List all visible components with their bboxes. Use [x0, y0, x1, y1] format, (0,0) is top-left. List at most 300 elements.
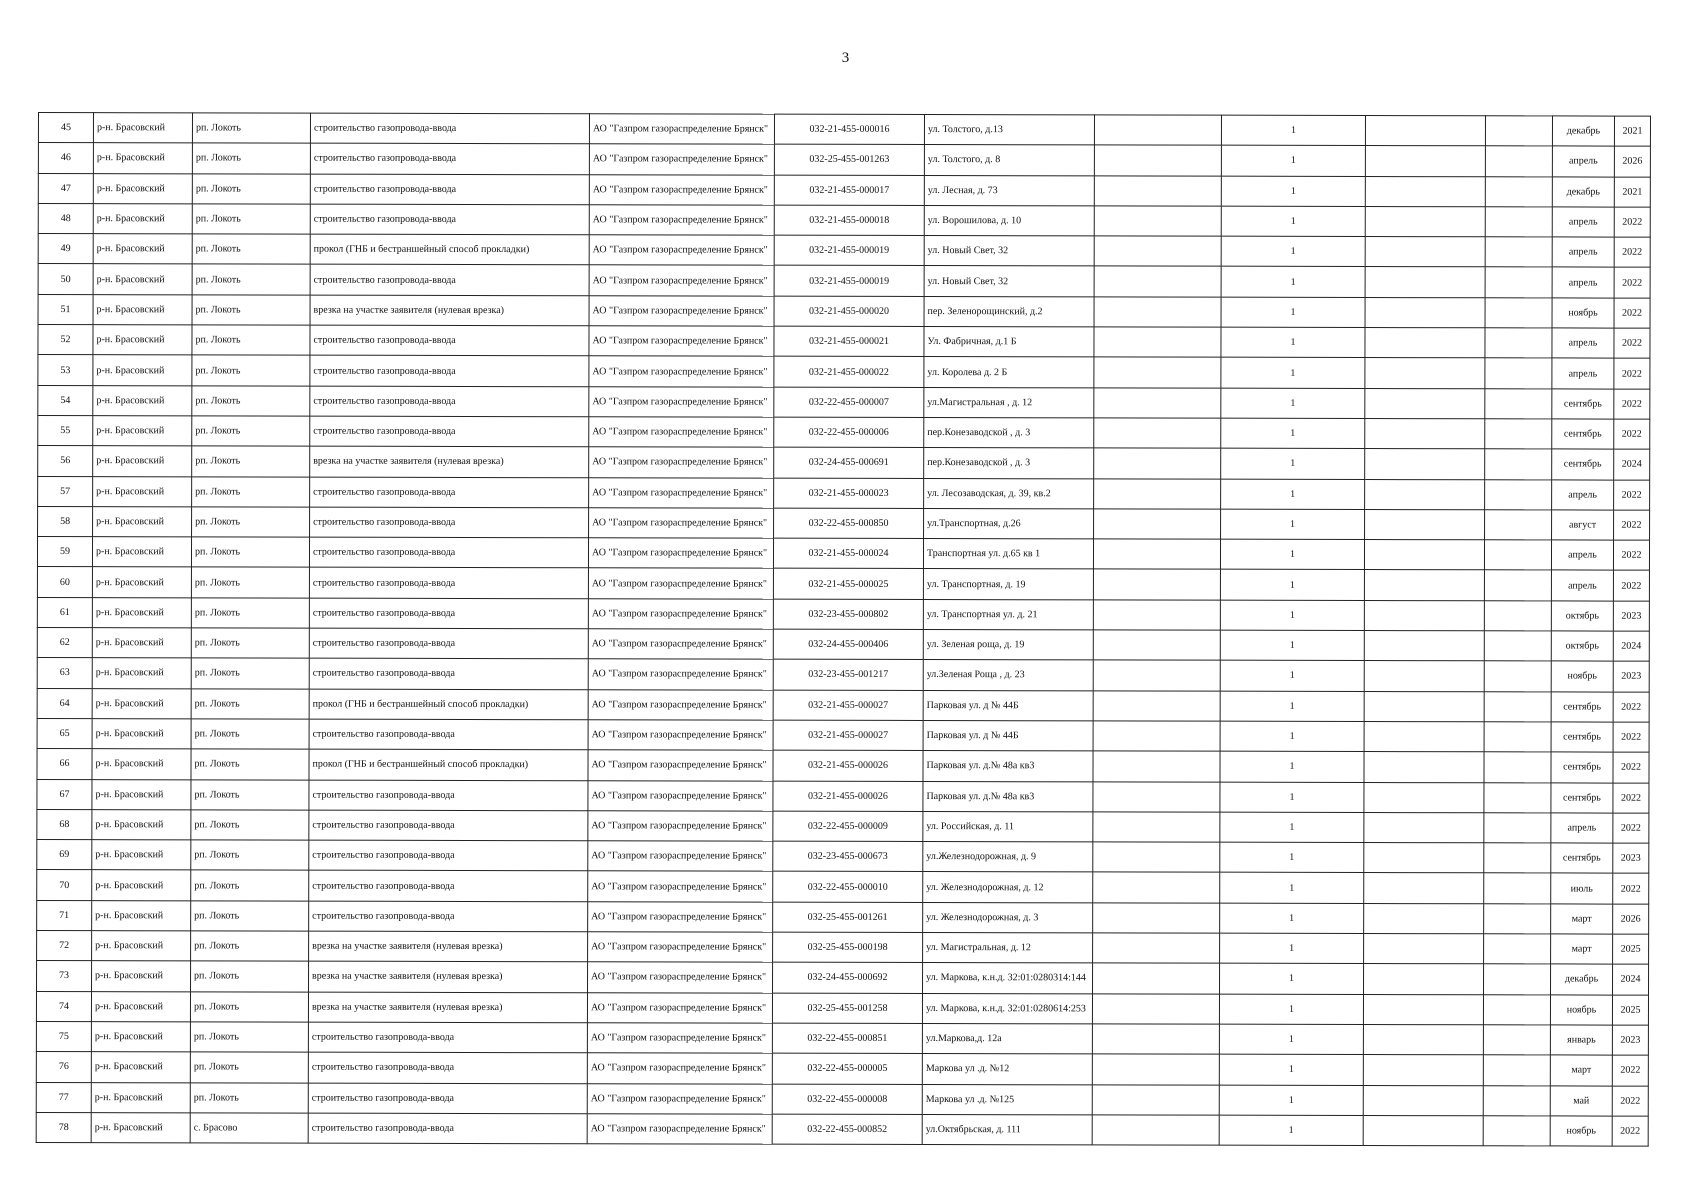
- table-row: [38, 264, 1650, 298]
- work-type-cell: строительство газопровода-ввода: [309, 871, 588, 902]
- work-type-cell: врезка на участке заявителя (нулевая врезка): [310, 295, 589, 326]
- quantity-cell: 1: [1220, 570, 1364, 601]
- registry-code-cell: 032-22-455-000010: [773, 872, 923, 903]
- month-cell: апрель: [1551, 540, 1613, 570]
- empty-cell: [1093, 933, 1220, 964]
- work-type-cell: строительство газопровода-ввода: [309, 628, 588, 659]
- year-cell: 2022: [1614, 237, 1650, 267]
- row-number-cell: 56: [38, 446, 93, 476]
- work-type-cell: прокол (ГНБ и бестраншейный способ прокладки): [310, 234, 589, 265]
- page-number: 3: [841, 50, 850, 66]
- empty-cell: [1483, 1085, 1550, 1115]
- year-cell: 2022: [1613, 722, 1649, 752]
- address-cell: пер.Конезаводской , д. 3: [924, 417, 1094, 448]
- empty-cell: [1485, 237, 1552, 267]
- year-cell: 2022: [1613, 752, 1649, 782]
- quantity-cell: 1: [1221, 176, 1365, 207]
- address-cell: ул. Зеленая роща, д. 19: [923, 630, 1093, 661]
- empty-cell: [1092, 1115, 1219, 1146]
- empty-cell: [1484, 601, 1551, 631]
- empty-cell: [1094, 418, 1221, 449]
- year-cell: 2022: [1614, 328, 1650, 358]
- empty-cell: [1365, 146, 1485, 177]
- empty-cell: [1093, 751, 1220, 782]
- settlement-cell: рп. Локоть: [192, 113, 310, 144]
- row-number-cell: 47: [38, 173, 93, 203]
- settlement-cell: рп. Локоть: [192, 476, 310, 507]
- empty-cell: [1365, 237, 1485, 268]
- empty-cell: [1483, 994, 1550, 1024]
- settlement-cell: с. Брасово: [190, 1113, 308, 1144]
- district-cell: р-н. Брасовский: [93, 294, 192, 325]
- empty-cell: [1094, 327, 1221, 358]
- table-row: [38, 506, 1650, 540]
- empty-cell: [1484, 631, 1551, 661]
- settlement-cell: рп. Локоть: [191, 749, 309, 780]
- row-number-cell: 49: [38, 234, 93, 264]
- row-number-cell: 50: [38, 264, 93, 294]
- settlement-cell: рп. Локоть: [192, 204, 310, 235]
- organization-cell: АО "Газпром газораспределение Брянск": [588, 599, 773, 630]
- registry-code-cell: 032-22-455-000851: [772, 1023, 922, 1054]
- month-cell: март: [1550, 1055, 1612, 1085]
- year-cell: 2021: [1614, 116, 1650, 146]
- empty-cell: [1094, 266, 1221, 297]
- year-cell: 2022: [1613, 571, 1649, 601]
- settlement-cell: рп. Локоть: [192, 355, 310, 386]
- year-cell: 2021: [1614, 177, 1650, 207]
- row-number-cell: 71: [37, 900, 92, 930]
- year-cell: 2022: [1612, 1055, 1648, 1085]
- row-number-cell: 62: [37, 628, 92, 658]
- organization-cell: АО "Газпром газораспределение Брянск": [589, 296, 774, 327]
- work-type-cell: строительство газопровода-ввода: [310, 174, 589, 205]
- registry-code-cell: 032-21-455-000021: [774, 326, 924, 357]
- empty-cell: [1485, 419, 1552, 449]
- table-row: [37, 597, 1649, 631]
- address-cell: ул. Транспортная, д. 19: [923, 569, 1093, 600]
- month-cell: декабрь: [1552, 116, 1614, 146]
- quantity-cell: 1: [1221, 327, 1365, 358]
- quantity-cell: 1: [1219, 1054, 1363, 1085]
- empty-cell: [1485, 358, 1552, 388]
- row-number-cell: 78: [36, 1112, 91, 1142]
- month-cell: ноябрь: [1550, 1116, 1612, 1146]
- row-number-cell: 73: [37, 961, 92, 991]
- organization-cell: АО "Газпром газораспределение Брянск": [588, 962, 773, 993]
- table-row: [36, 1052, 1648, 1086]
- quantity-cell: 1: [1220, 933, 1364, 964]
- registry-code-cell: 032-23-455-001217: [773, 660, 923, 691]
- work-type-cell: строительство газопровода-ввода: [310, 355, 589, 386]
- settlement-cell: рп. Локоть: [191, 567, 309, 598]
- row-number-cell: 45: [38, 113, 93, 143]
- month-cell: сентябрь: [1551, 722, 1613, 752]
- district-cell: р-н. Брасовский: [93, 113, 192, 144]
- year-cell: 2022: [1612, 1086, 1648, 1116]
- empty-cell: [1364, 540, 1484, 571]
- settlement-cell: рп. Локоть: [191, 870, 309, 901]
- organization-cell: АО "Газпром газораспределение Брянск": [588, 811, 773, 842]
- work-type-cell: врезка на участке заявителя (нулевая врезка): [308, 992, 587, 1023]
- empty-cell: [1485, 207, 1552, 237]
- work-type-cell: строительство газопровода-ввода: [310, 113, 589, 144]
- table-row: [38, 173, 1650, 207]
- quantity-cell: 1: [1219, 1085, 1363, 1116]
- month-cell: март: [1551, 934, 1613, 964]
- table-row: [38, 203, 1650, 237]
- empty-cell: [1094, 236, 1221, 267]
- empty-cell: [1365, 176, 1485, 207]
- empty-cell: [1094, 448, 1221, 479]
- empty-cell: [1364, 843, 1484, 874]
- address-cell: Парковая ул. д.№ 48а кв3: [923, 751, 1093, 782]
- empty-cell: [1484, 782, 1551, 812]
- empty-cell: [1483, 1055, 1550, 1085]
- organization-cell: АО "Газпром газораспределение Брянск": [588, 901, 773, 932]
- organization-cell: АО "Газпром газораспределение Брянск": [588, 568, 773, 599]
- settlement-cell: рп. Локоть: [192, 386, 310, 417]
- empty-cell: [1485, 146, 1552, 176]
- district-cell: р-н. Брасовский: [93, 204, 192, 235]
- district-cell: р-н. Брасовский: [93, 173, 192, 204]
- address-cell: пер.Конезаводской , д. 3: [924, 448, 1094, 479]
- empty-cell: [1485, 479, 1552, 509]
- empty-cell: [1365, 418, 1485, 449]
- quantity-cell: 1: [1221, 297, 1365, 328]
- empty-cell: [1484, 813, 1551, 843]
- row-number-cell: 69: [37, 840, 92, 870]
- empty-cell: [1365, 388, 1485, 419]
- settlement-cell: рп. Локоть: [190, 1022, 308, 1053]
- work-type-cell: врезка на участке заявителя (нулевая врезка): [309, 931, 588, 962]
- quantity-cell: 1: [1220, 842, 1364, 873]
- month-cell: апрель: [1551, 570, 1613, 600]
- empty-cell: [1093, 963, 1220, 994]
- month-cell: сентябрь: [1551, 692, 1613, 722]
- work-type-cell: врезка на участке заявителя (нулевая врезка): [309, 961, 588, 992]
- work-type-cell: строительство газопровода-ввода: [308, 1083, 587, 1114]
- registry-code-cell: 032-25-455-001258: [772, 993, 922, 1024]
- month-cell: апрель: [1552, 237, 1614, 267]
- empty-cell: [1092, 1084, 1219, 1115]
- empty-cell: [1485, 176, 1552, 206]
- month-cell: ноябрь: [1551, 661, 1613, 691]
- empty-cell: [1484, 540, 1551, 570]
- empty-cell: [1365, 358, 1485, 389]
- organization-cell: АО "Газпром газораспределение Брянск": [587, 1053, 772, 1084]
- empty-cell: [1093, 630, 1220, 661]
- table-row: [38, 113, 1650, 147]
- settlement-cell: рп. Локоть: [190, 1052, 308, 1083]
- row-number-cell: 67: [37, 779, 92, 809]
- month-cell: сентябрь: [1551, 752, 1613, 782]
- district-cell: р-н. Брасовский: [93, 355, 192, 386]
- month-cell: август: [1552, 510, 1614, 540]
- empty-cell: [1092, 1024, 1219, 1055]
- year-cell: 2022: [1614, 419, 1650, 449]
- district-cell: р-н. Брасовский: [92, 840, 191, 871]
- empty-cell: [1364, 570, 1484, 601]
- empty-cell: [1484, 752, 1551, 782]
- month-cell: апрель: [1552, 267, 1614, 297]
- year-cell: 2025: [1612, 995, 1648, 1025]
- address-cell: ул.Октябрьская, д. 111: [922, 1114, 1092, 1145]
- quantity-cell: 1: [1221, 115, 1365, 146]
- organization-cell: АО "Газпром газораспределение Брянск": [588, 871, 773, 902]
- quantity-cell: 1: [1220, 782, 1364, 813]
- empty-cell: [1364, 631, 1484, 662]
- quantity-cell: 1: [1221, 236, 1365, 267]
- row-number-cell: 59: [37, 537, 92, 567]
- district-cell: р-н. Брасовский: [92, 658, 191, 689]
- organization-cell: АО "Газпром газораспределение Брянск": [587, 1023, 772, 1054]
- address-cell: ул. Транспортная ул. д. 21: [923, 599, 1093, 630]
- registry-code-cell: 032-22-455-000005: [772, 1053, 922, 1084]
- settlement-cell: рп. Локоть: [191, 810, 309, 841]
- quantity-cell: 1: [1219, 994, 1363, 1025]
- organization-cell: АО "Газпром газораспределение Брянск": [589, 386, 774, 417]
- quantity-cell: 1: [1221, 206, 1365, 237]
- month-cell: октябрь: [1551, 631, 1613, 661]
- organization-cell: АО "Газпром газораспределение Брянск": [588, 780, 773, 811]
- table-row: [38, 294, 1650, 328]
- work-type-cell: строительство газопровода-ввода: [310, 325, 589, 356]
- work-type-cell: строительство газопровода-ввода: [309, 719, 588, 750]
- address-cell: Маркова ул .д. №125: [922, 1084, 1092, 1115]
- district-cell: р-н. Брасовский: [91, 1052, 190, 1083]
- empty-cell: [1365, 267, 1485, 298]
- registry-code-cell: 032-24-455-000406: [773, 629, 923, 660]
- empty-cell: [1485, 267, 1552, 297]
- organization-cell: АО "Газпром газораспределение Брянск": [588, 659, 773, 690]
- district-cell: р-н. Брасовский: [92, 961, 191, 992]
- table-row: [38, 234, 1650, 268]
- work-type-cell: строительство газопровода-ввода: [308, 1113, 587, 1144]
- settlement-cell: рп. Локоть: [190, 1082, 308, 1113]
- settlement-cell: рп. Локоть: [192, 446, 310, 477]
- settlement-cell: рп. Локоть: [192, 325, 310, 356]
- organization-cell: АО "Газпром газораспределение Брянск": [587, 1114, 772, 1145]
- district-cell: р-н. Брасовский: [92, 537, 191, 568]
- settlement-cell: рп. Локоть: [191, 688, 309, 719]
- settlement-cell: рп. Локоть: [192, 173, 310, 204]
- address-cell: Транспортная ул. д.65 кв 1: [923, 539, 1093, 570]
- district-cell: р-н. Брасовский: [91, 991, 190, 1022]
- settlement-cell: рп. Локоть: [191, 628, 309, 659]
- work-type-cell: строительство газопровода-ввода: [309, 810, 588, 841]
- month-cell: сентябрь: [1552, 419, 1614, 449]
- quantity-cell: 1: [1220, 600, 1364, 631]
- table-row: [37, 809, 1649, 843]
- year-cell: 2022: [1614, 510, 1650, 540]
- empty-cell: [1092, 1054, 1219, 1085]
- work-type-cell: строительство газопровода-ввода: [309, 780, 588, 811]
- organization-cell: АО "Газпром газораспределение Брянск": [588, 689, 773, 720]
- month-cell: декабрь: [1551, 964, 1613, 994]
- work-type-cell: строительство газопровода-ввода: [310, 416, 589, 447]
- empty-cell: [1365, 479, 1485, 510]
- table-row: [36, 1021, 1648, 1055]
- empty-cell: [1485, 510, 1552, 540]
- settlement-cell: рп. Локоть: [191, 779, 309, 810]
- empty-cell: [1483, 1025, 1550, 1055]
- quantity-cell: 1: [1220, 903, 1364, 934]
- registry-code-cell: 032-22-455-000007: [774, 387, 924, 418]
- table-row: [37, 567, 1649, 601]
- month-cell: ноябрь: [1550, 995, 1612, 1025]
- registry-code-cell: 032-22-455-000006: [774, 417, 924, 448]
- work-type-cell: строительство газопровода-ввода: [310, 204, 589, 235]
- registry-code-cell: 032-22-455-000850: [774, 508, 924, 539]
- work-type-cell: прокол (ГНБ и бестраншейный способ прокладки): [309, 749, 588, 780]
- registry-code-cell: 032-21-455-000027: [773, 720, 923, 751]
- empty-cell: [1363, 994, 1483, 1025]
- registry-code-cell: 032-21-455-000020: [774, 296, 924, 327]
- district-cell: р-н. Брасовский: [93, 446, 192, 477]
- table-row: [37, 961, 1649, 995]
- table-row: [36, 1082, 1648, 1116]
- district-cell: р-н. Брасовский: [93, 416, 192, 447]
- empty-cell: [1485, 449, 1552, 479]
- address-cell: ул. Маркова, к.н.д. 32:01:0280614:253: [922, 993, 1092, 1024]
- empty-cell: [1363, 1055, 1483, 1086]
- settlement-cell: рп. Локоть: [192, 295, 310, 326]
- year-cell: 2023: [1613, 843, 1649, 873]
- work-type-cell: строительство газопровода-ввода: [309, 537, 588, 568]
- work-type-cell: строительство газопровода-ввода: [310, 143, 589, 174]
- row-number-cell: 54: [38, 385, 93, 415]
- district-cell: р-н. Брасовский: [93, 325, 192, 356]
- organization-cell: АО "Газпром газораспределение Брянск": [589, 477, 774, 508]
- empty-cell: [1093, 721, 1220, 752]
- work-type-cell: строительство газопровода-ввода: [309, 568, 588, 599]
- organization-cell: АО "Газпром газораспределение Брянск": [589, 447, 774, 478]
- registry-code-cell: 032-23-455-000673: [773, 841, 923, 872]
- address-cell: Парковая ул. д № 44Б: [923, 720, 1093, 751]
- empty-cell: [1484, 570, 1551, 600]
- empty-cell: [1093, 600, 1220, 631]
- month-cell: апрель: [1552, 358, 1614, 388]
- work-type-cell: строительство газопровода-ввода: [308, 1022, 587, 1053]
- organization-cell: АО "Газпром газораспределение Брянск": [589, 265, 774, 296]
- district-cell: р-н. Брасовский: [93, 385, 192, 416]
- address-cell: Парковая ул. д № 44Б: [923, 690, 1093, 721]
- district-cell: р-н. Брасовский: [92, 809, 191, 840]
- year-cell: 2022: [1614, 389, 1650, 419]
- settlement-cell: рп. Локоть: [192, 143, 310, 174]
- district-cell: р-н. Брасовский: [93, 234, 192, 265]
- settlement-cell: рп. Локоть: [191, 598, 309, 629]
- quantity-cell: 1: [1221, 267, 1365, 298]
- month-cell: апрель: [1552, 207, 1614, 237]
- organization-cell: АО "Газпром газораспределение Брянск": [589, 356, 774, 387]
- table-row: [38, 476, 1650, 510]
- empty-cell: [1484, 661, 1551, 691]
- district-cell: р-н. Брасовский: [91, 1082, 190, 1113]
- address-cell: ул. Маркова, к.н.д. 32:01:0280314:144: [923, 963, 1093, 994]
- address-cell: ул.Маркова,д. 12а: [922, 1023, 1092, 1054]
- table-row: [38, 446, 1650, 480]
- address-cell: Маркова ул .д. №12: [922, 1054, 1092, 1085]
- table-row: [38, 325, 1650, 359]
- empty-cell: [1094, 388, 1221, 419]
- quantity-cell: 1: [1221, 448, 1365, 479]
- work-type-cell: строительство газопровода-ввода: [309, 901, 588, 932]
- empty-cell: [1365, 297, 1485, 328]
- year-cell: 2022: [1614, 298, 1650, 328]
- year-cell: 2023: [1612, 1025, 1648, 1055]
- empty-cell: [1364, 661, 1484, 692]
- district-cell: р-н. Брасовский: [92, 779, 191, 810]
- year-cell: 2022: [1614, 480, 1650, 510]
- registry-code-cell: 032-21-455-000023: [774, 478, 924, 509]
- registry-code-cell: 032-24-455-000692: [773, 962, 923, 993]
- year-cell: 2022: [1612, 1116, 1648, 1146]
- empty-cell: [1484, 904, 1551, 934]
- table-row: [38, 385, 1650, 419]
- empty-cell: [1363, 1115, 1483, 1146]
- empty-cell: [1365, 116, 1485, 147]
- month-cell: декабрь: [1552, 177, 1614, 207]
- table-row: [36, 1112, 1648, 1146]
- empty-cell: [1092, 994, 1219, 1025]
- empty-cell: [1365, 206, 1485, 237]
- table-row: [37, 779, 1649, 813]
- month-cell: апрель: [1551, 813, 1613, 843]
- settlement-cell: рп. Локоть: [192, 416, 310, 447]
- district-cell: р-н. Брасовский: [92, 628, 191, 659]
- empty-cell: [1364, 812, 1484, 843]
- table-row: [38, 355, 1650, 389]
- month-cell: сентябрь: [1552, 389, 1614, 419]
- address-cell: ул. Российская, д. 11: [923, 811, 1093, 842]
- organization-cell: АО "Газпром газораспределение Брянск": [589, 174, 774, 205]
- quantity-cell: 1: [1221, 358, 1365, 389]
- empty-cell: [1364, 691, 1484, 722]
- empty-cell: [1093, 569, 1220, 600]
- table-row: [37, 749, 1649, 783]
- quantity-cell: 1: [1220, 963, 1364, 994]
- quantity-cell: 1: [1220, 539, 1364, 570]
- empty-cell: [1484, 691, 1551, 721]
- district-cell: р-н. Брасовский: [92, 749, 191, 780]
- work-type-cell: строительство газопровода-ввода: [310, 507, 589, 538]
- address-cell: ул. Толстого, д. 8: [924, 145, 1094, 176]
- settlement-cell: рп. Локоть: [191, 840, 309, 871]
- registry-code-cell: 032-24-455-000691: [774, 447, 924, 478]
- registry-code-cell: 032-21-455-000022: [774, 357, 924, 388]
- month-cell: апрель: [1552, 479, 1614, 509]
- registry-code-cell: 032-22-455-000008: [772, 1084, 922, 1115]
- table-row: [38, 143, 1650, 177]
- registry-code-cell: 032-25-455-001261: [773, 902, 923, 933]
- year-cell: 2022: [1613, 783, 1649, 813]
- registry-code-cell: 032-21-455-000019: [774, 266, 924, 297]
- empty-cell: [1483, 1116, 1550, 1146]
- month-cell: ноябрь: [1552, 298, 1614, 328]
- row-number-cell: 57: [38, 476, 93, 506]
- registry-code-cell: 032-21-455-000016: [774, 114, 924, 145]
- address-cell: ул. Новый Свет, 32: [924, 266, 1094, 297]
- empty-cell: [1093, 842, 1220, 873]
- row-number-cell: 53: [38, 355, 93, 385]
- address-cell: ул. Лесная, д. 73: [924, 175, 1094, 206]
- district-cell: р-н. Брасовский: [92, 597, 191, 628]
- month-cell: сентябрь: [1552, 449, 1614, 479]
- quantity-cell: 1: [1220, 630, 1364, 661]
- empty-cell: [1484, 843, 1551, 873]
